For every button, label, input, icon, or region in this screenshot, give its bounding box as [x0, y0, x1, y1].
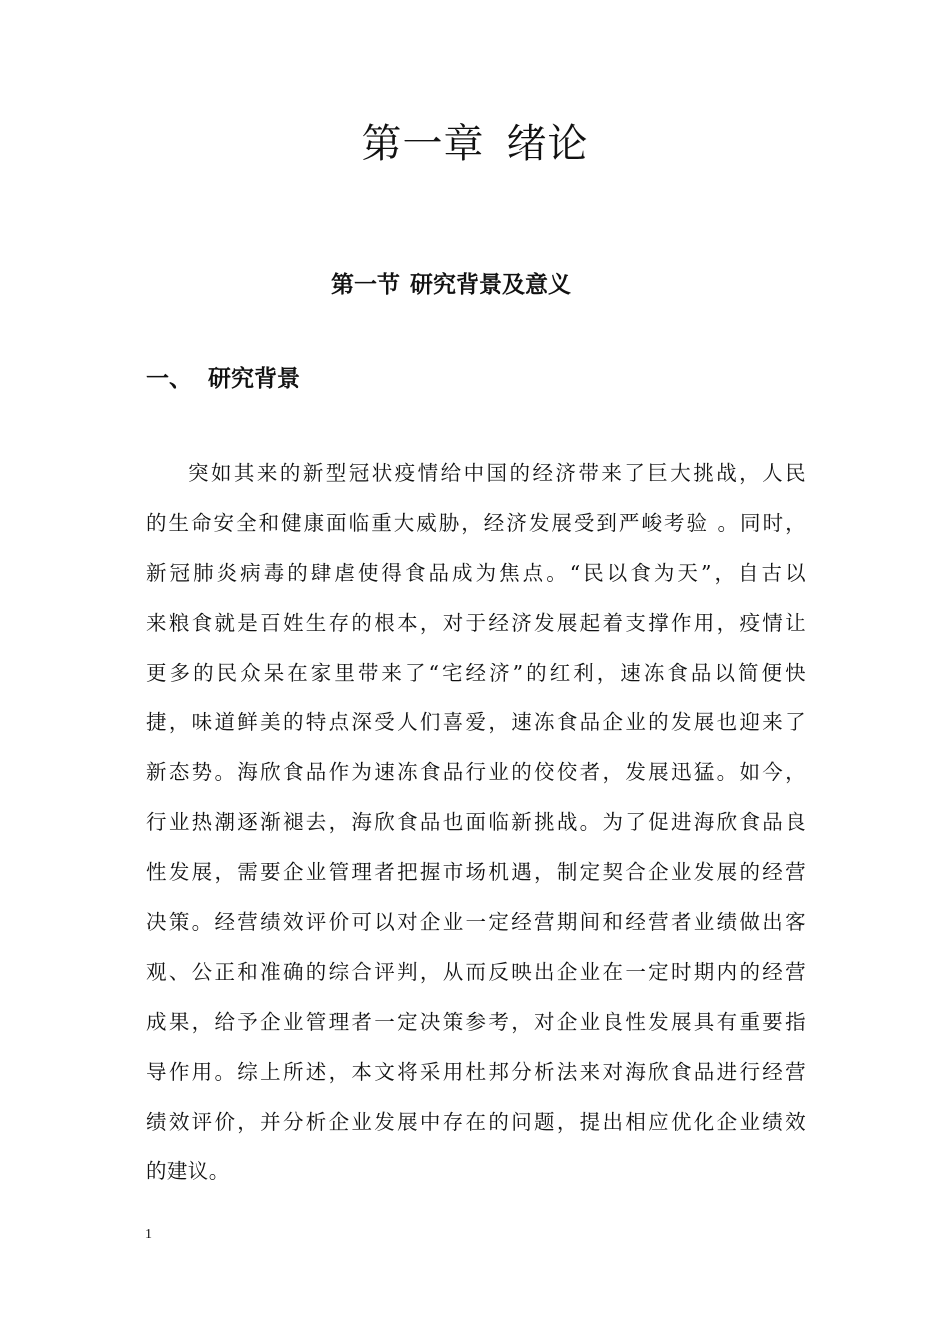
paragraph-line: 导作用。综上所述，本文将采用杜邦分析法来对海欣食品进行经营: [146, 1059, 806, 1084]
paragraph-line: 性发展，需要企业管理者把握市场机遇，制定契合企业发展的经营: [146, 860, 806, 885]
paragraph-line: 捷，味道鲜美的特点深受人们喜爱，速冻食品企业的发展也迎来了: [146, 710, 806, 735]
paragraph-line: 的生命安全和健康面临重大威胁，经济发展受到严峻考验 。同时，: [146, 510, 806, 535]
paragraph-line: 成果，给予企业管理者一定决策参考，对企业良性发展具有重要指: [146, 1009, 806, 1034]
paragraph-line: 观、公正和准确的综合评判，从而反映出企业在一定时期内的经营: [146, 959, 806, 984]
page-number: 1: [145, 1227, 152, 1242]
subsection-number: 一、: [146, 366, 192, 392]
subsection-name: 研究背景: [208, 366, 300, 392]
chapter-name: 绪论: [506, 121, 589, 167]
section-number: 第一节: [331, 272, 400, 298]
paragraph-line: 来粮食就是百姓生存的根本，对于经济发展起着支撑作用，疫情让: [146, 610, 806, 635]
chapter-title: [0, 118, 950, 170]
body-paragraph: [146, 449, 806, 1197]
section-name: 研究背景及意义: [410, 272, 571, 298]
paragraph-line: 的建议。: [146, 1159, 230, 1184]
subsection-heading: [146, 362, 300, 396]
chapter-number: 第一章: [361, 121, 485, 167]
paragraph-line: 行业热潮逐渐褪去，海欣食品也面临新挑战。为了促进海欣食品良: [146, 810, 806, 835]
paragraph-line: 决策。经营绩效评价可以对企业一定经营期间和经营者业绩做出客: [146, 910, 806, 935]
paragraph-line: 新冠肺炎病毒的肆虐使得食品成为焦点。“民以食为天”，自古以: [146, 560, 806, 585]
paragraph-line: 新态势。海欣食品作为速冻食品行业的佼佼者，发展迅猛。如今，: [146, 760, 806, 785]
paragraph-line: 突如其来的新型冠状疫情给中国的经济带来了巨大挑战，人民: [188, 461, 806, 485]
paragraph-line: 更多的民众呆在家里带来了“宅经济”的红利，速冻食品以简便快: [146, 660, 806, 685]
section-title: [0, 268, 902, 302]
paragraph-line: 绩效评价，并分析企业发展中存在的问题，提出相应优化企业绩效: [146, 1109, 806, 1134]
